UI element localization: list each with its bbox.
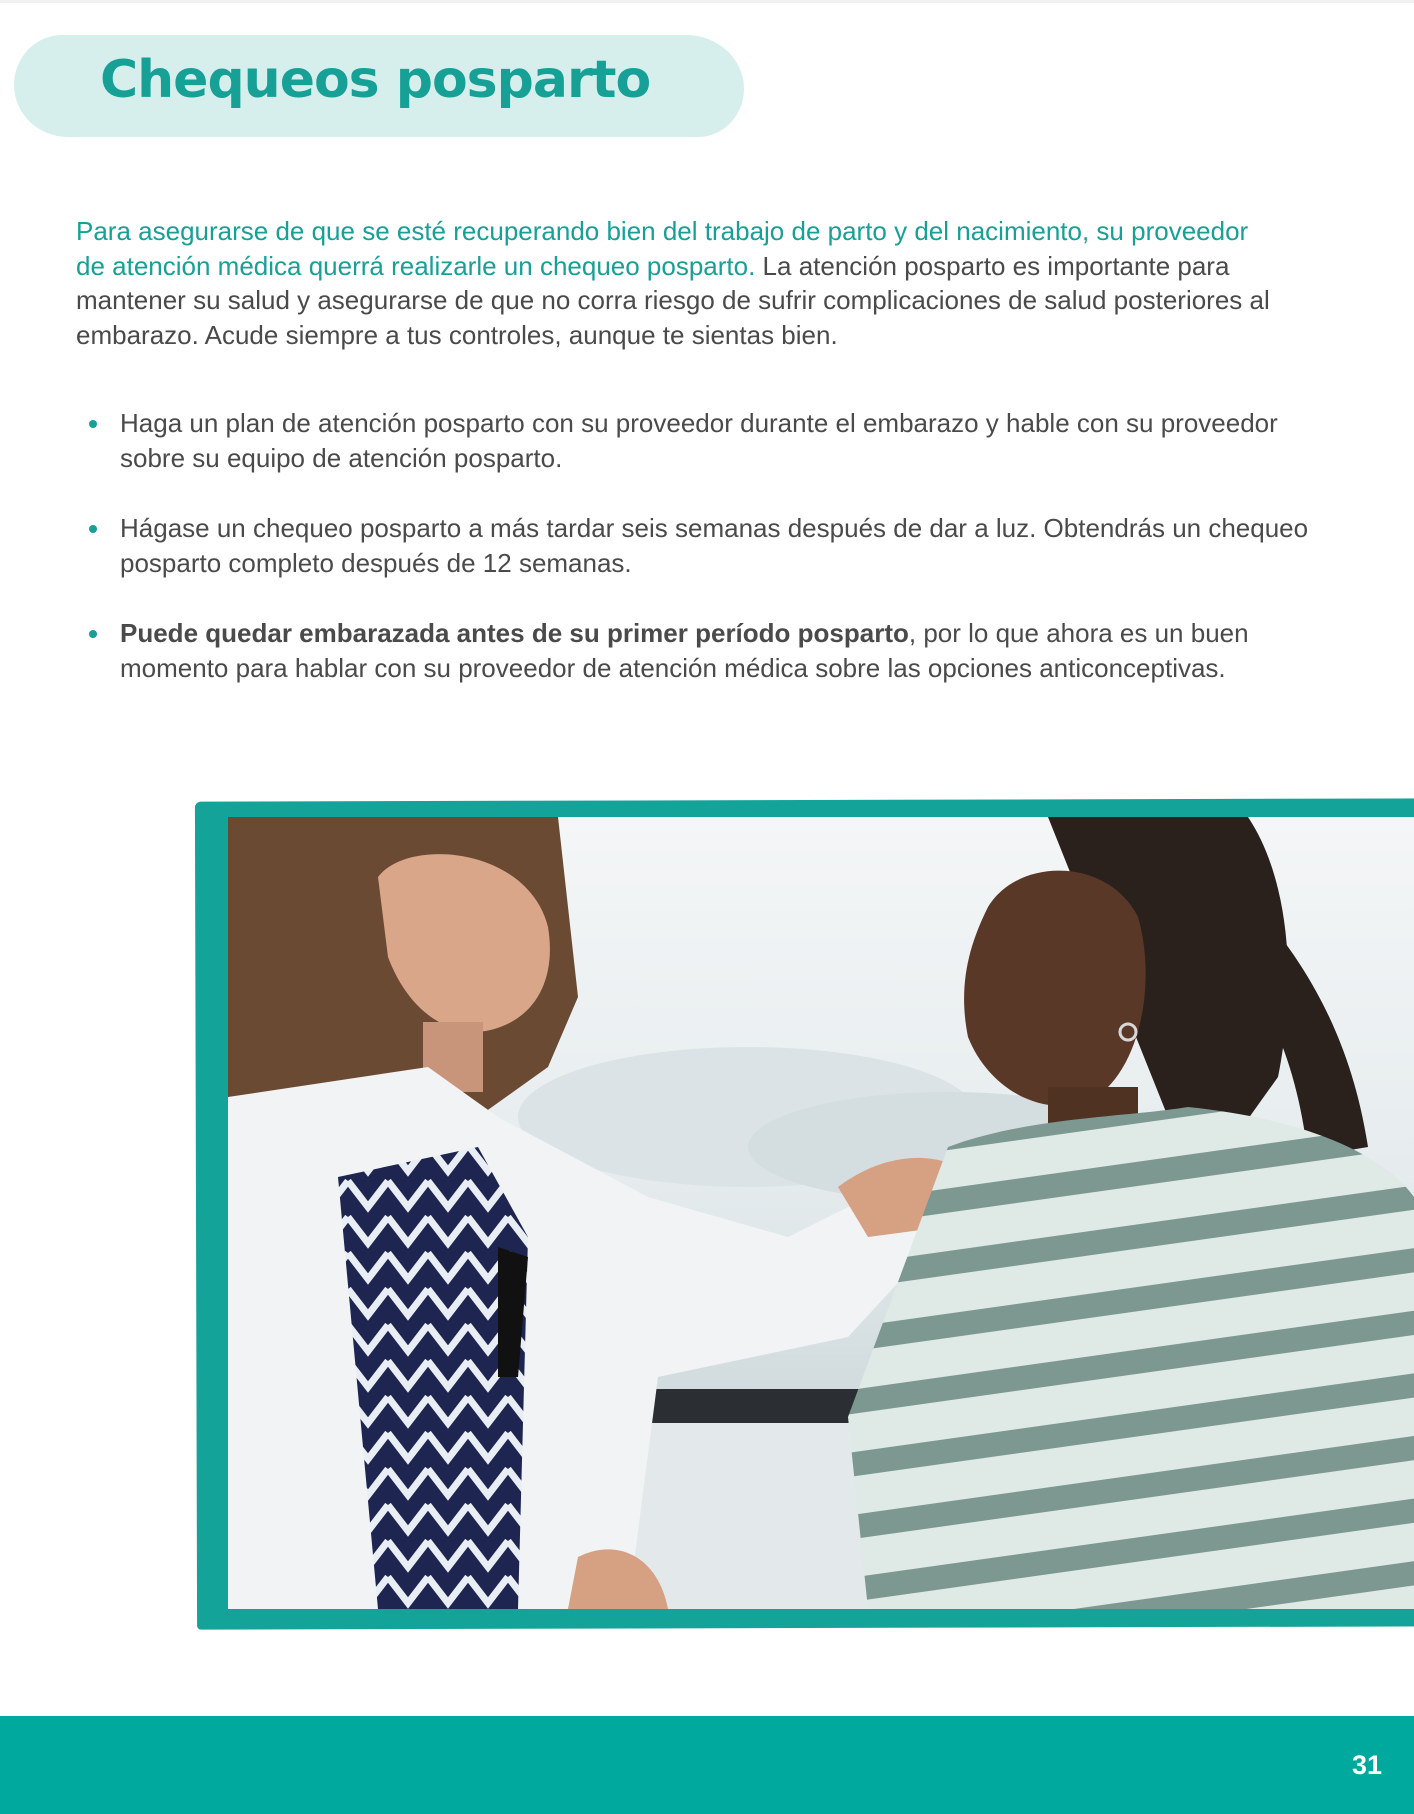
list-item	[76, 511, 1326, 580]
bullet-text: , por lo que ahora es un buen momento para hablar con su proveedor de atención médica sobre las opciones anticonceptivas.	[120, 618, 1249, 683]
top-rule	[0, 0, 1414, 3]
intro-rest: La atención posparto es importante para mantener su salud y asegurarse de que no corra riesgo de sufrir complicaciones de salud posteriores al embarazo. Acude siempre a tus controles, aunque te sientas bien.	[76, 250, 1270, 350]
page-footer	[0, 1716, 1414, 1814]
bullet-text: Hágase un chequeo posparto a más tardar seis semanas después de dar a luz. Obtendrás un chequeo posparto completo después de 12 semanas.	[120, 513, 1309, 578]
bullet-bold: Puede quedar embarazada antes de su primer período posparto	[120, 618, 909, 648]
page-number: 31	[1351, 1750, 1382, 1780]
bullet-icon	[89, 630, 97, 638]
list-item	[76, 406, 1326, 475]
intro-lead: Para asegurarse de que se esté recuperando bien del trabajo de parto y del nacimiento, su proveedor de atención médica querrá realizarle un chequeo posparto.	[76, 216, 1249, 281]
intro-paragraph	[76, 214, 1276, 352]
doctor-patient-photo	[228, 817, 1414, 1609]
bullet-text: Haga un plan de atención posparto con su proveedor durante el embarazo y hable con su proveedor sobre su equipo de atención posparto.	[120, 408, 1278, 473]
list-item	[76, 616, 1326, 685]
bullet-list	[76, 406, 1326, 685]
bullet-icon	[89, 420, 97, 428]
page-title: Chequeos posparto	[100, 50, 651, 110]
photo-illustration	[228, 817, 1414, 1609]
bullet-icon	[89, 525, 97, 533]
